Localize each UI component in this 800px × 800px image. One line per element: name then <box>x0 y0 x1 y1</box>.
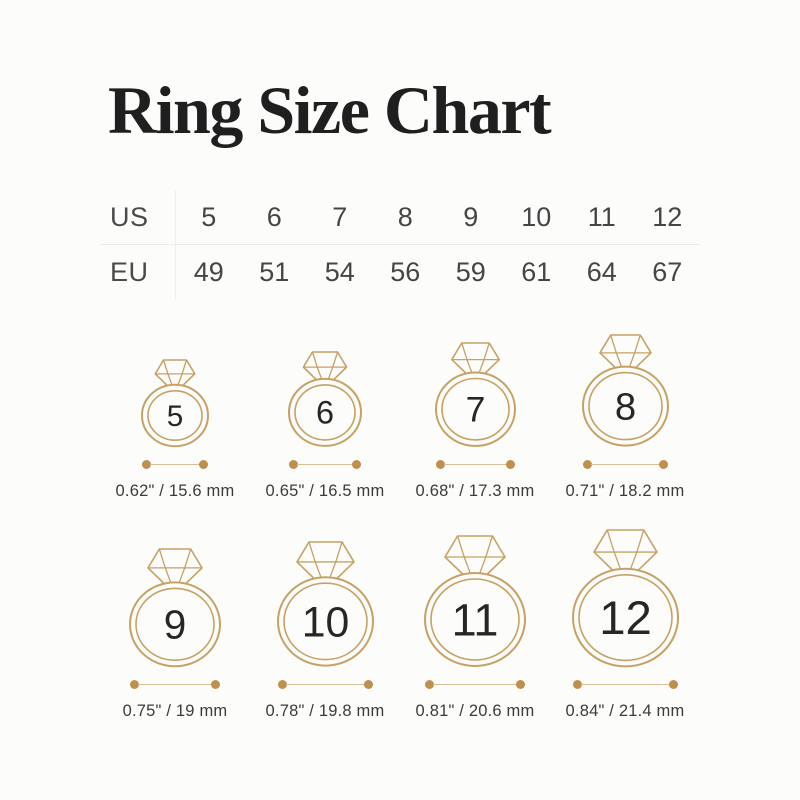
ring-diameter-label: 0.68" / 17.3 mm <box>415 482 535 500</box>
diameter-measure-line <box>130 680 220 689</box>
ring-size-number: 5 <box>166 399 184 433</box>
diamond-ring-icon <box>286 350 364 448</box>
size-standard-label: EU <box>100 245 176 299</box>
ring-diameter-label: 0.75" / 19 mm <box>122 702 228 720</box>
size-value: 54 <box>324 256 355 287</box>
diameter-measure-line <box>583 460 668 469</box>
measure-dot-right-icon <box>199 460 208 469</box>
diameter-measure-line <box>289 460 361 469</box>
size-value: 61 <box>521 256 552 287</box>
size-value: 8 <box>397 201 413 232</box>
size-table-row <box>100 244 700 299</box>
size-standard-label: US <box>100 190 176 244</box>
ring-size-number: 11 <box>451 594 499 646</box>
diamond-ring-icon <box>580 333 671 448</box>
size-value: 11 <box>587 201 616 232</box>
ring-cell <box>100 333 250 501</box>
diamond-ring-icon <box>570 528 681 668</box>
diameter-measure-line <box>425 680 525 689</box>
measure-dot-right-icon <box>506 460 515 469</box>
measure-line-rule <box>444 464 507 466</box>
measure-dot-right-icon <box>659 460 668 469</box>
diameter-measure-line <box>573 680 678 689</box>
ring-diameter-label: 0.78" / 19.8 mm <box>265 702 385 720</box>
diameter-measure-line <box>436 460 515 469</box>
measure-dot-right-icon <box>352 460 361 469</box>
measure-line-rule <box>297 464 353 466</box>
size-value: 7 <box>332 201 348 232</box>
ring-grid <box>100 333 700 721</box>
ring-diameter-label: 0.81" / 20.6 mm <box>415 702 535 720</box>
ring-cell <box>250 333 400 501</box>
diamond-ring-icon <box>433 341 518 448</box>
ring-diameter-label: 0.62" / 15.6 mm <box>115 482 235 500</box>
ring-size-number: 9 <box>163 601 187 648</box>
measure-dot-right-icon <box>364 680 373 689</box>
size-value: 56 <box>390 256 421 287</box>
ring-cell <box>250 527 400 721</box>
size-value: 6 <box>266 201 282 232</box>
size-table-row <box>100 190 700 244</box>
size-value: 67 <box>652 256 683 287</box>
ring-size-number: 10 <box>301 598 349 647</box>
diamond-ring-icon <box>422 534 528 668</box>
size-values <box>176 245 700 299</box>
ring-size-number: 6 <box>315 394 335 431</box>
diamond-ring-icon <box>139 358 211 448</box>
ring-cell <box>100 527 250 721</box>
measure-line-rule <box>581 684 670 686</box>
ring-cell <box>550 527 700 721</box>
measure-dot-right-icon <box>211 680 220 689</box>
ring-diameter-label: 0.71" / 18.2 mm <box>565 482 685 500</box>
measure-dot-right-icon <box>669 680 678 689</box>
ring-size-number: 8 <box>614 385 636 429</box>
measure-line-rule <box>591 464 660 466</box>
ring-cell <box>400 527 550 721</box>
diameter-measure-line <box>142 460 208 469</box>
diamond-ring-icon <box>127 547 223 668</box>
ring-diameter-label: 0.84" / 21.4 mm <box>565 702 685 720</box>
size-value: 59 <box>455 256 486 287</box>
size-value: 49 <box>193 256 224 287</box>
size-value: 64 <box>586 256 617 287</box>
measure-line-rule <box>138 684 212 686</box>
size-conversion-table <box>100 190 700 299</box>
measure-dot-right-icon <box>516 680 525 689</box>
page-title: Ring Size Chart <box>108 72 551 148</box>
ring-size-number: 7 <box>465 389 485 430</box>
measure-line-rule <box>286 684 365 686</box>
size-value: 10 <box>521 201 552 232</box>
ring-diameter-label: 0.65" / 16.5 mm <box>265 482 385 500</box>
diameter-measure-line <box>278 680 373 689</box>
size-value: 51 <box>259 256 290 287</box>
diamond-ring-icon <box>275 540 376 668</box>
ring-size-number: 12 <box>598 591 652 645</box>
measure-line-rule <box>433 684 517 686</box>
ring-cell <box>400 333 550 501</box>
size-values <box>176 190 700 244</box>
size-value: 12 <box>652 201 683 232</box>
ring-cell <box>550 333 700 501</box>
measure-line-rule <box>150 464 200 466</box>
size-value: 5 <box>201 201 217 232</box>
size-value: 9 <box>463 201 479 232</box>
